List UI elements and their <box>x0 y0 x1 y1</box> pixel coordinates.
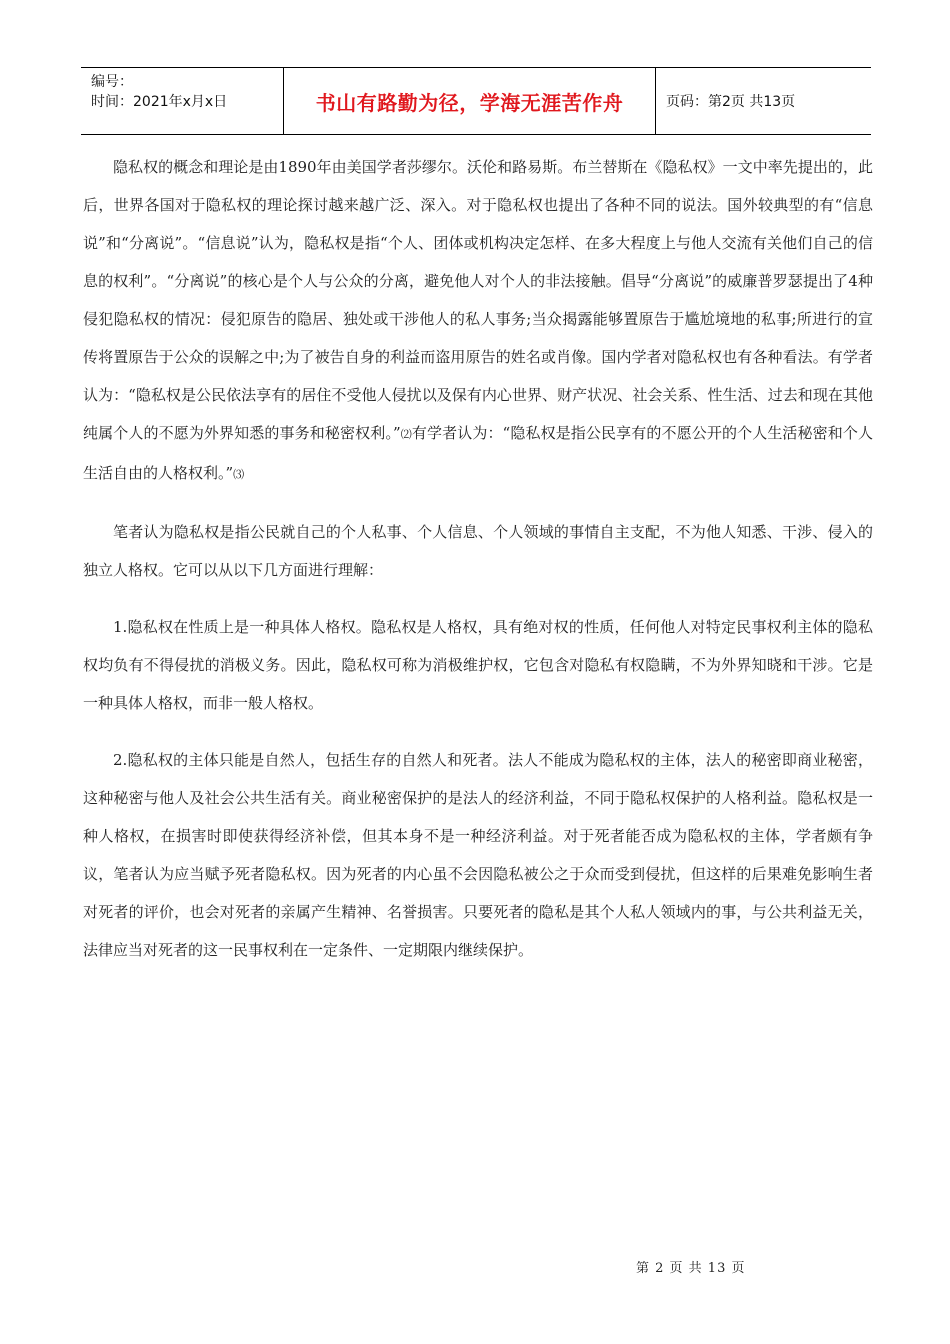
document-header <box>81 67 871 135</box>
header-motto: 书山有路勤为径，学海无涯苦作舟 <box>283 68 656 134</box>
paragraph-author-view: 笔者认为隐私权是指公民就自己的个人私事、个人信息、个人领域的事情自主支配，不为他人知悉、干涉、侵入的独立人格权。它可以从以下几方面进行理解： <box>83 523 873 579</box>
header-page-code: 页码：第2页 共13页 <box>666 94 796 110</box>
citation-3: ⑶ <box>233 468 245 481</box>
number-label: 编号： <box>91 74 133 90</box>
paragraph-text: 隐私权的概念和理论是由1890年由美国学者莎缪尔。沃伦和路易斯。布兰替斯在《隐私权》一文中率先提出的，此后，世界各国对于隐私权的理论探讨越来越广泛、深入。对于隐私权也提出了各种不同的说法。国外较典型的有“信息说”和“分离说”。“信息说”认为，隐私权是指“个人、团体或机构决定怎样、在多大程度上与他人交流有关他们自己的信息的权利”。“分离说”的核心是个人与公众的分离，避免他人对个人的非法接触。倡导“分离说”的威廉普罗瑟提出了4种侵犯隐私权的情况：侵犯原告的隐居、独处或干涉他人的私人事务;当众揭露能够置原告于尴尬境地的私事;所进行的宣传将置原告于公众的误解之中;为了被告自身的利益而盗用原告的姓名或肖像。国内学者对隐私权也有各种看法。有学者认为：“隐私权是公民依法享有的居住不受他人侵扰以及保有内心世界、财产状况、社会关系、性生活、过去和现在其他纯属个人的不愿为外界知悉的事务和秘密权利。” <box>83 158 873 442</box>
paragraph-point-2: 2.隐私权的主体只能是自然人，包括生存的自然人和死者。法人不能成为隐私权的主体，法人的秘密即商业秘密，这种秘密与他人及社会公共生活有关。商业秘密保护的是法人的经济利益，不同于隐私权保护的人格利益。隐私权是一种人格权，在损害时即使获得经济补偿，但其本身不是一种经济利益。对于死者能否成为隐私权的主体，学者颇有争议，笔者认为应当赋予死者隐私权。因为死者的内心虽不会因隐私被公之于众而受到侵扰，但这样的后果难免影响生者对死者的评价，也会对死者的亲属产生精神、名誉损害。只要死者的隐私是其个人私人领域内的事，与公共利益无关，法律应当对死者的这一民事权利在一定条件、一定期限内继续保护。 <box>83 751 873 959</box>
paragraph-text: 有学者认为：“隐私权是指公民享有的不愿公开的个人生活秘密和个人生活自由的人格权利。” <box>83 424 874 482</box>
paragraph-privacy-concept <box>83 148 873 494</box>
date-label: 时间：2021年x月x日 <box>91 94 228 110</box>
paragraph-point-1: 1.隐私权在性质上是一种具体人格权。隐私权是人格权，具有绝对权的性质，任何他人对特定民事权利主体的隐私权均负有不得侵扰的消极义务。因此，隐私权可称为消极维护权，它包含对隐私有权隐瞒，不为外界知晓和干涉。它是一种具体人格权，而非一般人格权。 <box>83 618 873 712</box>
header-meta <box>81 68 283 134</box>
document-body <box>83 148 873 969</box>
citation-2: ⑵ <box>400 428 412 441</box>
page-footer: 第 2 页 共 13 页 <box>636 1261 746 1276</box>
